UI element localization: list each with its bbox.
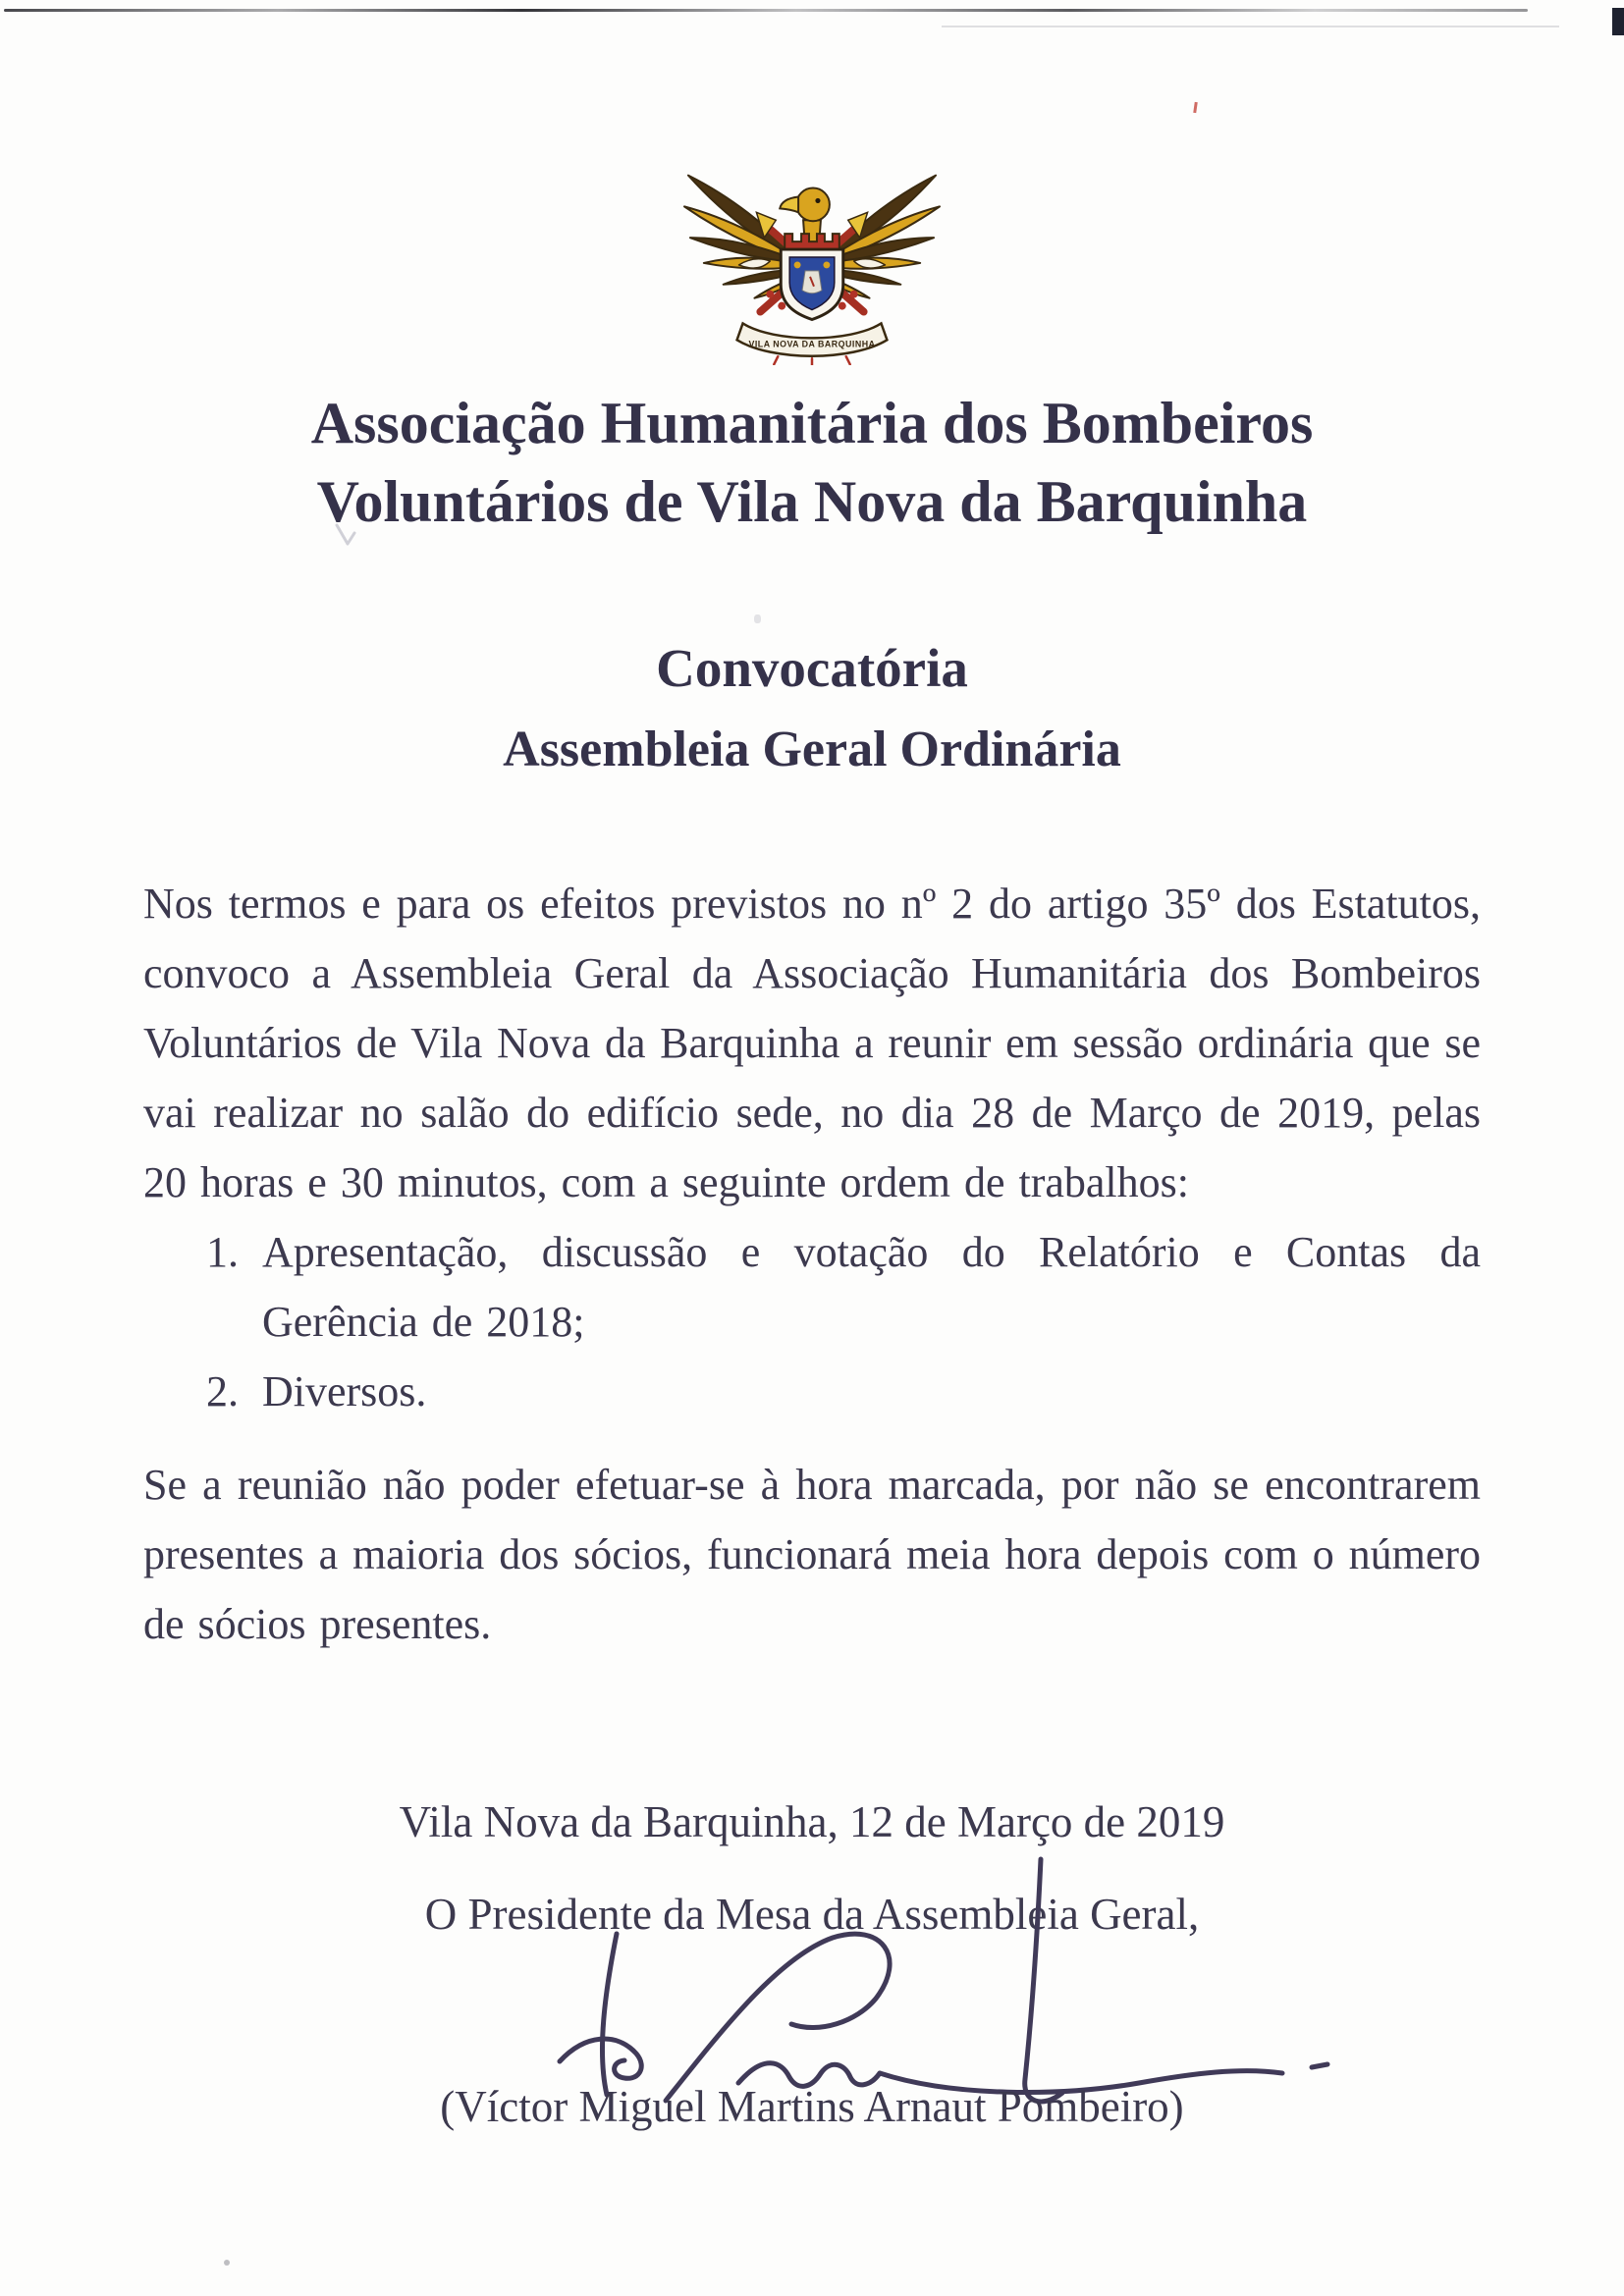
document-body — [143, 869, 1481, 1659]
emblem-banner-text: VILA NOVA DA BARQUINHA — [748, 339, 876, 349]
emblem-banner — [737, 323, 888, 365]
paragraph-convocation: Nos termos e para os efeitos previstos no nº 2 do artigo 35º dos Estatutos, convoco a Assembleia Geral da Associação Humanitária dos Bombeiros Voluntários de Vila Nova da Barquinha a reunir em sessão ordinária que se vai realizar no salão do edifício sede, no dia 28 de Março de 2019, pelas 20 horas e 30 minutos, com a seguinte ordem de trabalhos: — [143, 880, 1481, 1206]
scan-artifact-corner-mark — [1612, 8, 1624, 35]
agenda-list — [143, 1217, 1481, 1426]
agenda-item-1-text: Apresentação, discussão e votação do Relatório e Contas da Gerência de 2018; — [262, 1228, 1481, 1346]
scan-artifact-top-line — [4, 9, 1528, 12]
place-date-line: Vila Nova da Barquinha, 12 de Março de 2019 — [399, 1797, 1225, 1846]
emblem-shield — [781, 249, 843, 319]
association-emblem-icon — [680, 147, 944, 365]
scan-artifact-check-mark — [334, 522, 357, 550]
organization-title-line1: Associação Humanitária dos Bombeiros — [310, 391, 1314, 455]
scan-artifact-dot — [224, 2260, 230, 2266]
agenda-item-1-number: 1. — [206, 1228, 239, 1276]
agenda-item-2-text: Diversos. — [262, 1367, 427, 1415]
signatory-title-line: O Presidente da Mesa da Assembleia Geral, — [424, 1890, 1200, 1939]
signatory-name-line: (Víctor Miguel Martins Arnaut Pombeiro) — [440, 2082, 1184, 2131]
organization-title-line2: Voluntários de Vila Nova da Barquinha — [316, 469, 1308, 534]
paragraph-quorum: Se a reunião não poder efetuar-se à hora marcada, por não se encontrarem presentes a maioria dos sócios, funcionará meia hora depois com o número de sócios presentes. — [143, 1461, 1481, 1648]
heading-assembleia-geral: Assembleia Geral Ordinária — [503, 721, 1121, 777]
scan-artifact-gray-speck — [754, 614, 761, 623]
scan-artifact-faint-line — [942, 26, 1559, 27]
agenda-item-1 — [143, 1217, 1481, 1357]
agenda-item-2-number: 2. — [206, 1367, 239, 1415]
emblem-container — [0, 0, 1624, 370]
agenda-item-2 — [143, 1357, 1481, 1426]
heading-convocatoria: Convocatória — [656, 638, 968, 698]
organization-title — [0, 384, 1624, 541]
